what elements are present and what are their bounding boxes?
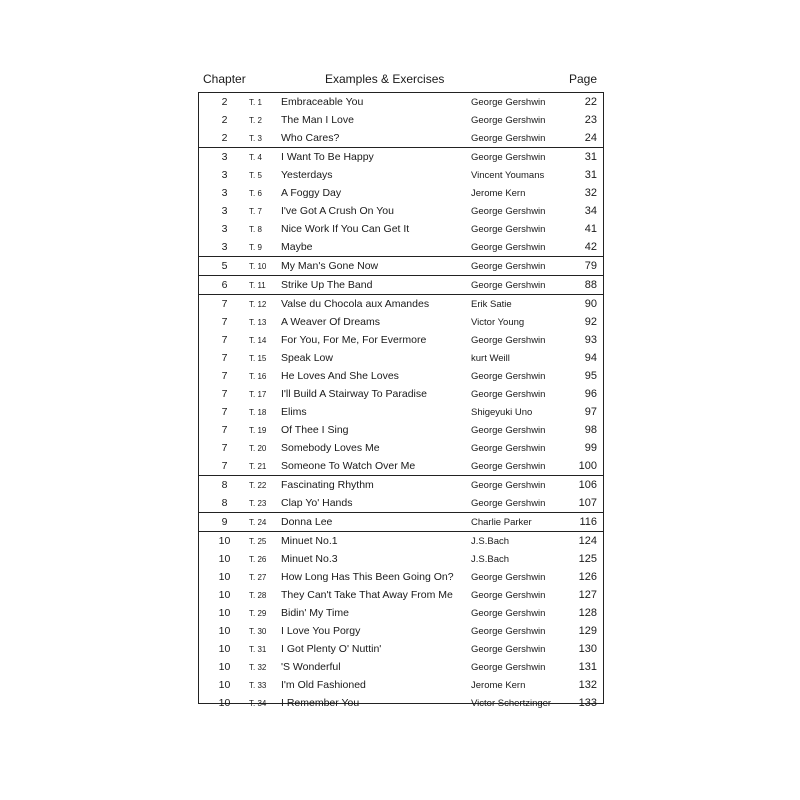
composer-cell: George Gershwin (471, 261, 546, 272)
track-cell: T. 6 (249, 189, 262, 198)
title-cell: I've Got A Crush On You (281, 205, 394, 217)
title-cell: I'll Build A Stairway To Paradise (281, 388, 427, 400)
composer-cell: J.S.Bach (471, 554, 510, 565)
page-cell: 24 (584, 132, 597, 144)
track-cell: T. 2 (249, 116, 262, 125)
page-cell: 32 (584, 187, 597, 199)
title-cell: Embraceable You (281, 96, 364, 108)
table-row (199, 294, 603, 313)
composer-cell: Jerome Kern (471, 680, 526, 691)
table-row (199, 93, 603, 111)
page-cell: 129 (578, 625, 597, 637)
page-cell: 124 (578, 535, 597, 547)
track-cell: T. 17 (249, 390, 267, 399)
title-cell: Elims (281, 406, 307, 418)
table-row (199, 111, 603, 129)
page-cell: 79 (584, 260, 597, 272)
track-cell: T. 23 (249, 499, 267, 508)
track-cell: T. 18 (249, 408, 267, 417)
page-cell: 128 (578, 607, 597, 619)
page-cell: 31 (584, 151, 597, 163)
composer-cell: Erik Satie (471, 299, 512, 310)
composer-cell: George Gershwin (471, 572, 546, 583)
page-cell: 41 (584, 223, 597, 235)
table-row (199, 512, 603, 531)
chapter-cell: 10 (218, 535, 231, 547)
title-cell: 'S Wonderful (281, 661, 341, 673)
composer-cell: George Gershwin (471, 206, 546, 217)
title-cell: Yesterdays (281, 169, 333, 181)
title-cell: A Foggy Day (281, 187, 342, 199)
chapter-cell: 3 (221, 187, 228, 199)
track-cell: T. 29 (249, 609, 267, 618)
title-cell: Clap Yo' Hands (281, 497, 353, 509)
composer-cell: George Gershwin (471, 644, 546, 655)
page-cell: 94 (584, 352, 597, 364)
track-cell: T. 22 (249, 481, 267, 490)
table-row (199, 256, 603, 275)
composer-cell: George Gershwin (471, 97, 546, 108)
title-cell: Speak Low (281, 352, 333, 364)
chapter-cell: 3 (221, 205, 228, 217)
chapter-cell: 10 (218, 625, 231, 637)
chapter-cell: 10 (218, 607, 231, 619)
track-cell: T. 12 (249, 300, 267, 309)
composer-cell: George Gershwin (471, 590, 546, 601)
table-row (199, 367, 603, 385)
chapter-cell: 9 (221, 516, 228, 528)
title-cell: He Loves And She Loves (281, 370, 399, 382)
chapter-cell: 3 (221, 151, 228, 163)
track-cell: T. 14 (249, 336, 267, 345)
chapter-cell: 7 (221, 352, 228, 364)
table-row (199, 275, 603, 294)
track-cell: T. 26 (249, 555, 267, 564)
title-cell: The Man I Love (281, 114, 354, 126)
title-cell: I Remember You (281, 697, 360, 709)
composer-cell: Vincent Youmans (471, 170, 545, 181)
chapter-cell: 3 (221, 169, 228, 181)
track-cell: T. 28 (249, 591, 267, 600)
examples-heading: Examples & Exercises (325, 72, 445, 86)
track-cell: T. 7 (249, 207, 262, 216)
title-cell: My Man's Gone Now (281, 260, 379, 272)
composer-cell: Jerome Kern (471, 188, 526, 199)
composer-cell: George Gershwin (471, 133, 546, 144)
table-row (199, 531, 603, 550)
title-cell: They Can't Take That Away From Me (281, 589, 453, 601)
table-row (199, 202, 603, 220)
composer-cell: Charlie Parker (471, 517, 532, 528)
track-cell: T. 20 (249, 444, 267, 453)
table-row (199, 622, 603, 640)
title-cell: I'm Old Fashioned (281, 679, 366, 691)
chapter-cell: 10 (218, 553, 231, 565)
chapter-cell: 7 (221, 442, 228, 454)
chapter-cell: 5 (221, 260, 228, 272)
track-cell: T. 15 (249, 354, 267, 363)
table-row (199, 439, 603, 457)
composer-cell: George Gershwin (471, 335, 546, 346)
chapter-cell: 7 (221, 370, 228, 382)
page-heading: Page (569, 72, 598, 86)
title-cell: Somebody Loves Me (281, 442, 380, 454)
title-cell: For You, For Me, For Evermore (281, 334, 427, 346)
page-cell: 132 (578, 679, 597, 691)
page-cell: 93 (584, 334, 597, 346)
title-cell: Donna Lee (281, 516, 333, 528)
table-row (199, 166, 603, 184)
track-cell: T. 16 (249, 372, 267, 381)
chapter-cell: 2 (221, 96, 228, 108)
table-row (199, 129, 603, 147)
table-row (199, 694, 603, 712)
table-row (199, 568, 603, 586)
composer-cell: George Gershwin (471, 480, 546, 491)
page-cell: 126 (578, 571, 597, 583)
page-cell: 125 (578, 553, 597, 565)
chapter-cell: 7 (221, 406, 228, 418)
chapter-cell: 2 (221, 132, 228, 144)
composer-cell: George Gershwin (471, 626, 546, 637)
composer-cell: George Gershwin (471, 280, 546, 291)
table-row (199, 494, 603, 512)
table-header (198, 72, 604, 88)
composer-cell: George Gershwin (471, 608, 546, 619)
composer-cell: Shigeyuki Uno (471, 407, 533, 418)
composer-cell: kurt Weill (471, 353, 510, 364)
title-cell: Someone To Watch Over Me (281, 460, 416, 472)
track-cell: T. 5 (249, 171, 262, 180)
page-cell: 88 (584, 279, 597, 291)
table-row (199, 421, 603, 439)
page-cell: 130 (578, 643, 597, 655)
chapter-cell: 10 (218, 697, 231, 709)
track-cell: T. 30 (249, 627, 267, 636)
composer-cell: George Gershwin (471, 242, 546, 253)
table-row (199, 676, 603, 694)
title-cell: How Long Has This Been Going On? (281, 571, 454, 583)
table-row (199, 475, 603, 494)
track-cell: T. 32 (249, 663, 267, 672)
chapter-cell: 7 (221, 334, 228, 346)
chapter-cell: 6 (221, 279, 228, 291)
chapter-heading: Chapter (203, 72, 246, 86)
table-row (199, 313, 603, 331)
page-cell: 131 (578, 661, 597, 673)
track-cell: T. 13 (249, 318, 267, 327)
table-row (199, 403, 603, 421)
title-cell: Minuet No.3 (281, 553, 338, 565)
page-cell: 22 (584, 96, 597, 108)
composer-cell: George Gershwin (471, 115, 546, 126)
composer-cell: George Gershwin (471, 371, 546, 382)
chapter-cell: 10 (218, 661, 231, 673)
title-cell: I Want To Be Happy (281, 151, 374, 163)
track-cell: T. 25 (249, 537, 267, 546)
title-cell: Who Cares? (281, 132, 340, 144)
composer-cell: George Gershwin (471, 662, 546, 673)
composer-cell: George Gershwin (471, 461, 546, 472)
composer-cell: George Gershwin (471, 389, 546, 400)
title-cell: Maybe (281, 241, 313, 253)
chapter-cell: 10 (218, 679, 231, 691)
table-row (199, 550, 603, 568)
composer-cell: Victor Schertzinger (471, 698, 552, 709)
track-cell: T. 10 (249, 262, 267, 271)
page-cell: 95 (584, 370, 597, 382)
title-cell: Minuet No.1 (281, 535, 338, 547)
page-cell: 99 (584, 442, 597, 454)
page-cell: 106 (578, 479, 597, 491)
chapter-cell: 7 (221, 316, 228, 328)
composer-cell: George Gershwin (471, 152, 546, 163)
page-cell: 90 (584, 298, 597, 310)
table-row (199, 184, 603, 202)
composer-cell: George Gershwin (471, 425, 546, 436)
chapter-cell: 7 (221, 460, 228, 472)
chapter-cell: 7 (221, 388, 228, 400)
table-row (199, 220, 603, 238)
page-cell: 23 (584, 114, 597, 126)
title-cell: Nice Work If You Can Get It (281, 223, 410, 235)
table-row (199, 604, 603, 622)
table-row (199, 331, 603, 349)
page-cell: 42 (584, 241, 597, 253)
chapter-cell: 10 (218, 589, 231, 601)
track-cell: T. 9 (249, 243, 262, 252)
page-cell: 107 (578, 497, 597, 509)
table-row (199, 658, 603, 676)
contents-table (198, 92, 604, 709)
track-cell: T. 27 (249, 573, 267, 582)
composer-cell: George Gershwin (471, 224, 546, 235)
page-cell: 100 (578, 460, 597, 472)
page-cell: 116 (579, 516, 597, 528)
table-row (199, 457, 603, 475)
track-cell: T. 11 (249, 281, 266, 290)
chapter-cell: 10 (218, 643, 231, 655)
page-cell: 133 (578, 697, 597, 709)
page-cell: 96 (584, 388, 597, 400)
track-cell: T. 1 (249, 98, 262, 107)
title-cell: A Weaver Of Dreams (281, 316, 381, 328)
composer-cell: George Gershwin (471, 498, 546, 509)
title-cell: Fascinating Rhythm (281, 479, 374, 491)
table-row (199, 586, 603, 604)
track-cell: T. 8 (249, 225, 262, 234)
track-cell: T. 19 (249, 426, 267, 435)
page-cell: 127 (578, 589, 597, 601)
chapter-cell: 7 (221, 298, 228, 310)
table-row (199, 385, 603, 403)
table-row (199, 238, 603, 256)
page-cell: 97 (584, 406, 597, 418)
page-cell: 98 (584, 424, 597, 436)
title-cell: Bidin' My Time (281, 607, 349, 619)
page-cell: 92 (584, 316, 597, 328)
title-cell: I Love You Porgy (281, 625, 361, 637)
page-cell: 31 (584, 169, 597, 181)
composer-cell: George Gershwin (471, 443, 546, 454)
composer-cell: Victor Young (471, 317, 525, 328)
chapter-cell: 8 (221, 479, 228, 491)
track-cell: T. 33 (249, 681, 267, 690)
table-row (199, 349, 603, 367)
chapter-cell: 7 (221, 424, 228, 436)
page-cell: 34 (584, 205, 597, 217)
chapter-cell: 8 (221, 497, 228, 509)
track-cell: T. 34 (249, 699, 267, 708)
title-cell: I Got Plenty O' Nuttin' (281, 643, 382, 655)
track-cell: T. 3 (249, 134, 262, 143)
composer-cell: J.S.Bach (471, 536, 510, 547)
chapter-cell: 3 (221, 241, 228, 253)
track-cell: T. 21 (249, 462, 267, 471)
track-cell: T. 31 (249, 645, 267, 654)
title-cell: Strike Up The Band (281, 279, 373, 291)
track-cell: T. 4 (249, 153, 262, 162)
chapter-cell: 10 (218, 571, 231, 583)
chapter-cell: 3 (221, 223, 228, 235)
table-row (199, 147, 603, 166)
table-row (199, 640, 603, 658)
title-cell: Valse du Chocola aux Amandes (281, 298, 430, 310)
track-cell: T. 24 (249, 518, 267, 527)
title-cell: Of Thee I Sing (281, 424, 349, 436)
chapter-cell: 2 (221, 114, 228, 126)
